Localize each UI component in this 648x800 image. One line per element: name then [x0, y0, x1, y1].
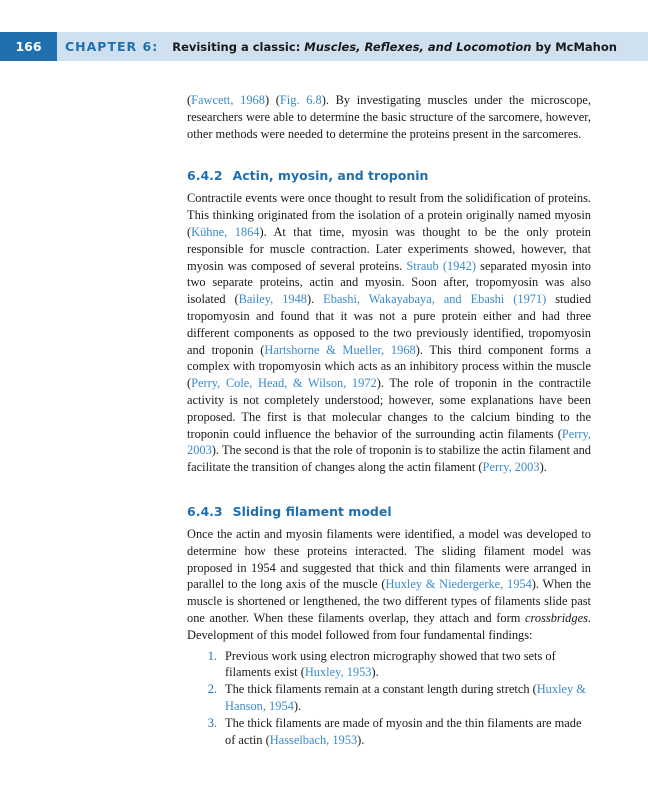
citation-link[interactable]: Hartshorne & Mueller, 1968: [264, 342, 416, 357]
section-heading-actin-myosin-troponin: 6.4.2 Actin, myosin, and troponin: [187, 168, 429, 184]
citation-link[interactable]: Straub (1942): [406, 258, 476, 273]
main-content: [187, 92, 591, 748]
list-item: 2. The thick filaments remain at a constant length during stretch (Huxley & Hanson, 1954).: [207, 682, 586, 713]
citation-link[interactable]: Bailey, 1948: [238, 292, 307, 307]
citation-link[interactable]: Ebashi, Wakayabaya, and Ebashi (1971): [323, 292, 547, 307]
section-heading-sliding-filament-model: 6.4.3 Sliding filament model: [187, 503, 392, 519]
findings-list: [187, 648, 591, 749]
list-item: 1. Previous work using electron micrography showed that two sets of filaments exist (Huxley, 1953).: [207, 648, 556, 680]
list-item: 3. The thick filaments are made of myosin and the thin filaments are made of actin (Hasselbach, 1953).: [207, 715, 582, 747]
citation-link[interactable]: Hasselbach, 1953: [269, 732, 358, 747]
citation-link[interactable]: Perry, Cole, Head, & Wilson, 1972: [191, 376, 377, 391]
citation-link[interactable]: Huxley, 1953: [304, 665, 372, 680]
citation-link[interactable]: Kühne, 1864: [191, 224, 260, 239]
citation-link[interactable]: Huxley & Hanson, 1954: [225, 682, 586, 713]
running-header: [0, 32, 648, 61]
intro-paragraph: (Fawcett, 1968) (Fig. 6.8). By investigating muscles under the microscope, researchers were able to determine the basic structure of the sarcomere, however, other methods were needed to determine the proteins present in the sarcomeres.: [187, 93, 592, 141]
citation-link[interactable]: Perry, 2003: [187, 426, 591, 458]
figure-link[interactable]: Fig. 6.8: [279, 93, 322, 107]
citation-link[interactable]: Fawcett, 1968: [191, 93, 265, 107]
page-number: 166: [0, 32, 57, 61]
section1-paragraph: Contractile events were once thought to result from the solidification of proteins. This thinking originated from the isolation of a protein originally named myosin (Kühne, 1864). At that time, myosin was thought to be the only protein responsible for muscle contraction. Later experiments showed, however, that myosin was composed of several proteins. Straub (1942) separated myosin into two separate proteins, actin and myosin. Soon after, tropomyosin was also isolated (Bailey, 1948). Ebashi, Wakayabaya, and Ebashi (1971) studied tropomyosin and found that it was not a pure protein either and had three different components as opposed to the two previously identified, tropomyosin and troponin (Hartshorne & Mueller, 1968). This third component forms a complex with tropomyosin which acts as an inhibitory process within the muscle (Perry, Cole, Head, & Wilson, 1972). The role of troponin in the contractile activity is not completely understood; however, some explanations have been proposed. The first is that molecular changes to the calcium binding to the troponin could influence the behavior of the surrounding actin filaments (Perry, 2003). The second is that the role of troponin is to stabilize the actin filament and facilitate the transition of changes along the actin filament (Perry, 2003).: [187, 191, 592, 475]
citation-link[interactable]: Huxley & Niedergerke, 1954: [385, 577, 532, 592]
section2-paragraph: Once the actin and myosin filaments were identified, a model was developed to determine how these proteins interacted. The sliding filament model was proposed in 1954 and suggested that thick and thin filaments were arranged in parallel to the long axis of the muscle (Huxley & Niedergerke, 1954). When the muscle is shortened or lengthened, the two different types of filaments slide past one another. When these filaments overlap, they attach and form crossbridges. Development of this model followed from four fundamental findings:: [187, 526, 591, 642]
chapter-label: CHAPTER 6:: [65, 39, 159, 54]
citation-link[interactable]: Perry, 2003: [482, 460, 540, 475]
chapter-title: Revisiting a classic: Muscles, Reflexes, and Locomotion by McMahon: [172, 39, 617, 54]
